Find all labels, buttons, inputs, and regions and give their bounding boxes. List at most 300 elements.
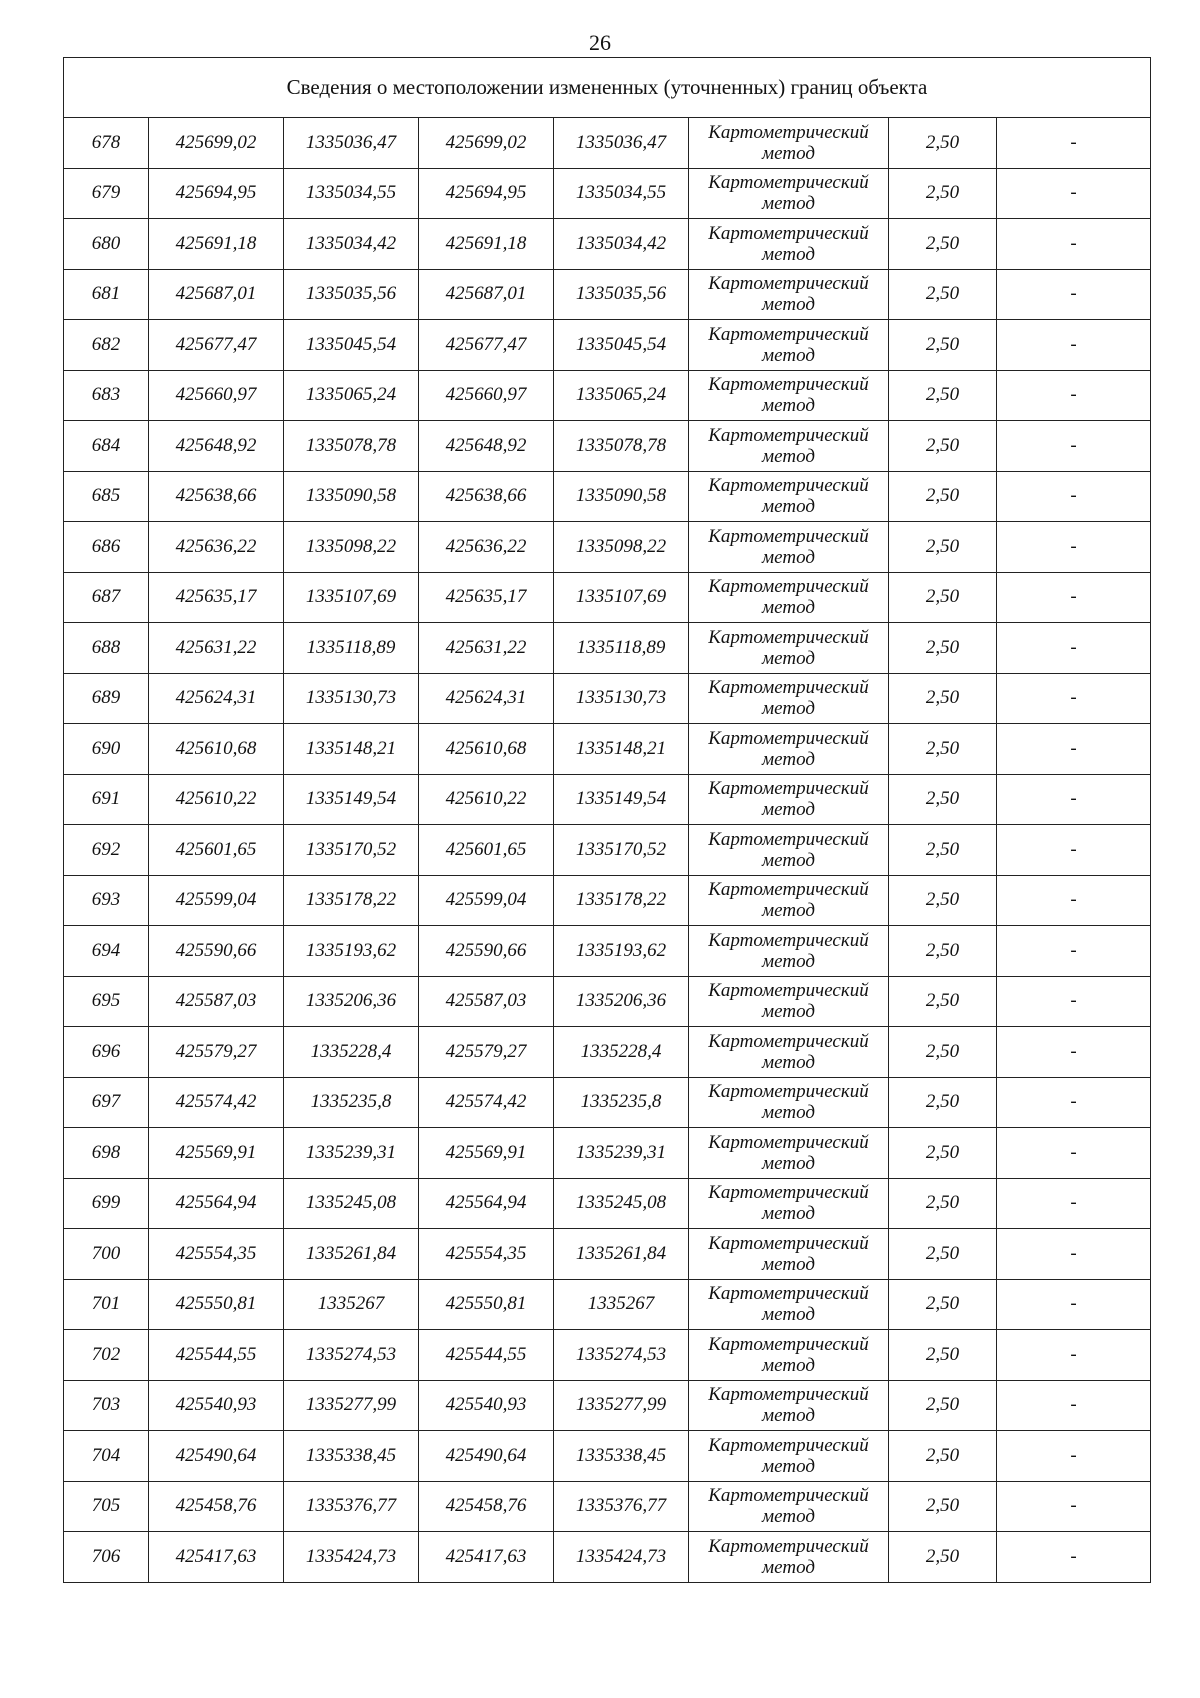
- point-number-cell: 701: [64, 1279, 149, 1330]
- note-cell: -: [997, 370, 1151, 421]
- note-cell: -: [997, 269, 1151, 320]
- accuracy-cell: 2,50: [889, 522, 997, 573]
- point-number-cell: 689: [64, 673, 149, 724]
- y-new-cell: 1335107,69: [554, 572, 689, 623]
- y-old-cell: 1335274,53: [284, 1330, 419, 1381]
- point-number-cell: 692: [64, 825, 149, 876]
- x-old-cell: 425677,47: [149, 320, 284, 371]
- accuracy-cell: 2,50: [889, 926, 997, 977]
- point-number-cell: 693: [64, 875, 149, 926]
- accuracy-cell: 2,50: [889, 623, 997, 674]
- note-cell: -: [997, 572, 1151, 623]
- y-new-cell: 1335178,22: [554, 875, 689, 926]
- x-old-cell: 425694,95: [149, 168, 284, 219]
- y-old-cell: 1335035,56: [284, 269, 419, 320]
- method-cell: [689, 269, 889, 320]
- x-new-cell: 425699,02: [419, 118, 554, 169]
- y-new-cell: 1335098,22: [554, 522, 689, 573]
- accuracy-cell: 2,50: [889, 219, 997, 270]
- x-old-cell: 425590,66: [149, 926, 284, 977]
- table-row: [64, 269, 1151, 320]
- x-new-cell: 425610,22: [419, 774, 554, 825]
- x-old-cell: 425579,27: [149, 1027, 284, 1078]
- table-row: [64, 1178, 1151, 1229]
- y-old-cell: 1335118,89: [284, 623, 419, 674]
- method-line-2: метод: [762, 1405, 815, 1427]
- table-row: [64, 1128, 1151, 1179]
- method-line-1: Картометрический: [708, 677, 869, 699]
- note-cell: -: [997, 1330, 1151, 1381]
- method-line-1: Картометрический: [708, 1182, 869, 1204]
- x-new-cell: 425636,22: [419, 522, 554, 573]
- y-old-cell: 1335267: [284, 1279, 419, 1330]
- note-cell: -: [997, 421, 1151, 472]
- y-new-cell: 1335149,54: [554, 774, 689, 825]
- method-line-1: Картометрический: [708, 424, 869, 446]
- point-number-cell: 699: [64, 1178, 149, 1229]
- accuracy-cell: 2,50: [889, 825, 997, 876]
- method-line-2: метод: [762, 1556, 815, 1578]
- method-line-1: Картометрический: [708, 1384, 869, 1406]
- y-new-cell: 1335239,31: [554, 1128, 689, 1179]
- note-cell: -: [997, 1431, 1151, 1482]
- accuracy-cell: 2,50: [889, 1077, 997, 1128]
- y-new-cell: 1335170,52: [554, 825, 689, 876]
- y-old-cell: 1335170,52: [284, 825, 419, 876]
- x-old-cell: 425417,63: [149, 1532, 284, 1583]
- accuracy-cell: 2,50: [889, 370, 997, 421]
- note-cell: -: [997, 673, 1151, 724]
- table-row: [64, 370, 1151, 421]
- method-cell: [689, 673, 889, 724]
- x-old-cell: 425458,76: [149, 1481, 284, 1532]
- point-number-cell: 695: [64, 976, 149, 1027]
- x-new-cell: 425550,81: [419, 1279, 554, 1330]
- note-cell: -: [997, 1128, 1151, 1179]
- y-new-cell: 1335090,58: [554, 471, 689, 522]
- accuracy-cell: 2,50: [889, 1027, 997, 1078]
- method-line-2: метод: [762, 698, 815, 720]
- method-line-2: метод: [762, 1304, 815, 1326]
- method-line-1: Картометрический: [708, 323, 869, 345]
- point-number-cell: 702: [64, 1330, 149, 1381]
- accuracy-cell: 2,50: [889, 1330, 997, 1381]
- table-row: [64, 421, 1151, 472]
- y-old-cell: 1335178,22: [284, 875, 419, 926]
- method-line-1: Картометрический: [708, 374, 869, 396]
- accuracy-cell: 2,50: [889, 1380, 997, 1431]
- method-line-1: Картометрический: [708, 172, 869, 194]
- method-line-2: метод: [762, 243, 815, 265]
- note-cell: -: [997, 1178, 1151, 1229]
- table-row: [64, 219, 1151, 270]
- accuracy-cell: 2,50: [889, 1532, 997, 1583]
- x-new-cell: 425490,64: [419, 1431, 554, 1482]
- x-old-cell: 425648,92: [149, 421, 284, 472]
- x-new-cell: 425677,47: [419, 320, 554, 371]
- x-old-cell: 425599,04: [149, 875, 284, 926]
- x-new-cell: 425569,91: [419, 1128, 554, 1179]
- y-new-cell: 1335228,4: [554, 1027, 689, 1078]
- method-cell: [689, 471, 889, 522]
- method-cell: [689, 572, 889, 623]
- y-old-cell: 1335206,36: [284, 976, 419, 1027]
- method-line-2: метод: [762, 950, 815, 972]
- accuracy-cell: 2,50: [889, 118, 997, 169]
- table-row: [64, 1532, 1151, 1583]
- method-line-1: Картометрический: [708, 1485, 869, 1507]
- table-row: [64, 1380, 1151, 1431]
- x-new-cell: 425624,31: [419, 673, 554, 724]
- point-number-cell: 687: [64, 572, 149, 623]
- table-row: [64, 926, 1151, 977]
- method-line-1: Картометрический: [708, 980, 869, 1002]
- point-number-cell: 691: [64, 774, 149, 825]
- y-new-cell: 1335235,8: [554, 1077, 689, 1128]
- note-cell: -: [997, 1229, 1151, 1280]
- x-old-cell: 425574,42: [149, 1077, 284, 1128]
- x-old-cell: 425587,03: [149, 976, 284, 1027]
- note-cell: -: [997, 471, 1151, 522]
- method-line-2: метод: [762, 1253, 815, 1275]
- table-row: [64, 673, 1151, 724]
- note-cell: -: [997, 522, 1151, 573]
- method-line-2: метод: [762, 445, 815, 467]
- method-cell: [689, 118, 889, 169]
- y-old-cell: 1335034,42: [284, 219, 419, 270]
- x-new-cell: 425564,94: [419, 1178, 554, 1229]
- x-old-cell: 425554,35: [149, 1229, 284, 1280]
- accuracy-cell: 2,50: [889, 1128, 997, 1179]
- y-new-cell: 1335206,36: [554, 976, 689, 1027]
- note-cell: -: [997, 168, 1151, 219]
- method-cell: [689, 1279, 889, 1330]
- point-number-cell: 680: [64, 219, 149, 270]
- method-line-2: метод: [762, 1506, 815, 1528]
- table-row: [64, 825, 1151, 876]
- method-cell: [689, 1431, 889, 1482]
- y-new-cell: 1335338,45: [554, 1431, 689, 1482]
- x-old-cell: 425564,94: [149, 1178, 284, 1229]
- point-number-cell: 686: [64, 522, 149, 573]
- method-line-2: метод: [762, 1354, 815, 1376]
- x-new-cell: 425638,66: [419, 471, 554, 522]
- x-old-cell: 425691,18: [149, 219, 284, 270]
- x-old-cell: 425699,02: [149, 118, 284, 169]
- y-old-cell: 1335065,24: [284, 370, 419, 421]
- x-new-cell: 425601,65: [419, 825, 554, 876]
- note-cell: -: [997, 1481, 1151, 1532]
- x-new-cell: 425579,27: [419, 1027, 554, 1078]
- y-new-cell: 1335376,77: [554, 1481, 689, 1532]
- x-old-cell: 425660,97: [149, 370, 284, 421]
- table-row: [64, 623, 1151, 674]
- method-line-1: Картометрический: [708, 475, 869, 497]
- note-cell: -: [997, 623, 1151, 674]
- y-old-cell: 1335107,69: [284, 572, 419, 623]
- x-old-cell: 425540,93: [149, 1380, 284, 1431]
- x-new-cell: 425660,97: [419, 370, 554, 421]
- note-cell: -: [997, 1380, 1151, 1431]
- method-cell: [689, 1229, 889, 1280]
- table-body: [64, 118, 1151, 1583]
- y-old-cell: 1335148,21: [284, 724, 419, 775]
- table-row: [64, 1027, 1151, 1078]
- note-cell: -: [997, 825, 1151, 876]
- method-cell: [689, 724, 889, 775]
- method-line-2: метод: [762, 1455, 815, 1477]
- point-number-cell: 681: [64, 269, 149, 320]
- method-line-1: Картометрический: [708, 1081, 869, 1103]
- method-line-1: Картометрический: [708, 222, 869, 244]
- table-row: [64, 471, 1151, 522]
- point-number-cell: 696: [64, 1027, 149, 1078]
- note-cell: -: [997, 774, 1151, 825]
- x-old-cell: 425601,65: [149, 825, 284, 876]
- point-number-cell: 694: [64, 926, 149, 977]
- method-line-2: метод: [762, 546, 815, 568]
- x-new-cell: 425599,04: [419, 875, 554, 926]
- x-new-cell: 425540,93: [419, 1380, 554, 1431]
- y-old-cell: 1335376,77: [284, 1481, 419, 1532]
- x-old-cell: 425610,22: [149, 774, 284, 825]
- method-cell: [689, 370, 889, 421]
- y-new-cell: 1335148,21: [554, 724, 689, 775]
- method-line-2: метод: [762, 1152, 815, 1174]
- x-old-cell: 425638,66: [149, 471, 284, 522]
- y-old-cell: 1335045,54: [284, 320, 419, 371]
- table-row: [64, 572, 1151, 623]
- y-new-cell: 1335274,53: [554, 1330, 689, 1381]
- x-new-cell: 425687,01: [419, 269, 554, 320]
- y-new-cell: 1335245,08: [554, 1178, 689, 1229]
- y-old-cell: 1335090,58: [284, 471, 419, 522]
- note-cell: -: [997, 1532, 1151, 1583]
- method-line-2: метод: [762, 294, 815, 316]
- method-cell: [689, 623, 889, 674]
- accuracy-cell: 2,50: [889, 1431, 997, 1482]
- y-old-cell: 1335228,4: [284, 1027, 419, 1078]
- table-row: [64, 1431, 1151, 1482]
- method-line-1: Картометрический: [708, 879, 869, 901]
- x-new-cell: 425587,03: [419, 976, 554, 1027]
- point-number-cell: 690: [64, 724, 149, 775]
- point-number-cell: 700: [64, 1229, 149, 1280]
- y-old-cell: 1335193,62: [284, 926, 419, 977]
- x-old-cell: 425636,22: [149, 522, 284, 573]
- x-old-cell: 425610,68: [149, 724, 284, 775]
- table-row: [64, 1077, 1151, 1128]
- method-line-1: Картометрический: [708, 1333, 869, 1355]
- y-new-cell: 1335267: [554, 1279, 689, 1330]
- x-new-cell: 425691,18: [419, 219, 554, 270]
- y-new-cell: 1335034,55: [554, 168, 689, 219]
- x-new-cell: 425590,66: [419, 926, 554, 977]
- y-old-cell: 1335277,99: [284, 1380, 419, 1431]
- table-row: [64, 875, 1151, 926]
- accuracy-cell: 2,50: [889, 1481, 997, 1532]
- x-old-cell: 425490,64: [149, 1431, 284, 1482]
- table-row: [64, 1481, 1151, 1532]
- y-old-cell: 1335149,54: [284, 774, 419, 825]
- point-number-cell: 688: [64, 623, 149, 674]
- accuracy-cell: 2,50: [889, 471, 997, 522]
- x-old-cell: 425550,81: [149, 1279, 284, 1330]
- method-cell: [689, 1532, 889, 1583]
- x-old-cell: 425687,01: [149, 269, 284, 320]
- note-cell: -: [997, 976, 1151, 1027]
- method-line-2: метод: [762, 597, 815, 619]
- y-old-cell: 1335034,55: [284, 168, 419, 219]
- method-cell: [689, 320, 889, 371]
- x-new-cell: 425631,22: [419, 623, 554, 674]
- method-line-2: метод: [762, 142, 815, 164]
- table-row: [64, 1229, 1151, 1280]
- accuracy-cell: 2,50: [889, 168, 997, 219]
- method-cell: [689, 926, 889, 977]
- method-cell: [689, 825, 889, 876]
- method-line-2: метод: [762, 496, 815, 518]
- method-line-2: метод: [762, 748, 815, 770]
- x-new-cell: 425544,55: [419, 1330, 554, 1381]
- accuracy-cell: 2,50: [889, 269, 997, 320]
- y-new-cell: 1335045,54: [554, 320, 689, 371]
- method-cell: [689, 219, 889, 270]
- page-number: 26: [589, 30, 611, 55]
- method-line-1: Картометрический: [708, 1131, 869, 1153]
- x-new-cell: 425574,42: [419, 1077, 554, 1128]
- accuracy-cell: 2,50: [889, 1178, 997, 1229]
- y-old-cell: 1335235,8: [284, 1077, 419, 1128]
- y-new-cell: 1335078,78: [554, 421, 689, 472]
- method-line-2: метод: [762, 1102, 815, 1124]
- accuracy-cell: 2,50: [889, 976, 997, 1027]
- method-cell: [689, 1077, 889, 1128]
- accuracy-cell: 2,50: [889, 1229, 997, 1280]
- method-line-2: метод: [762, 799, 815, 821]
- method-line-1: Картометрический: [708, 1030, 869, 1052]
- method-line-1: Картометрический: [708, 778, 869, 800]
- table-title: Сведения о местоположении измененных (уточненных) границ объекта: [64, 58, 1151, 118]
- table-row: [64, 168, 1151, 219]
- method-line-2: метод: [762, 1203, 815, 1225]
- note-cell: -: [997, 724, 1151, 775]
- accuracy-cell: 2,50: [889, 673, 997, 724]
- method-line-1: Картометрический: [708, 1232, 869, 1254]
- method-cell: [689, 522, 889, 573]
- point-number-cell: 679: [64, 168, 149, 219]
- method-line-1: Картометрический: [708, 828, 869, 850]
- point-number-cell: 697: [64, 1077, 149, 1128]
- y-new-cell: 1335261,84: [554, 1229, 689, 1280]
- point-number-cell: 704: [64, 1431, 149, 1482]
- method-line-1: Картометрический: [708, 727, 869, 749]
- method-line-1: Картометрический: [708, 273, 869, 295]
- table-row: [64, 118, 1151, 169]
- x-new-cell: 425694,95: [419, 168, 554, 219]
- y-old-cell: 1335239,31: [284, 1128, 419, 1179]
- y-old-cell: 1335098,22: [284, 522, 419, 573]
- method-line-1: Картометрический: [708, 1434, 869, 1456]
- note-cell: -: [997, 926, 1151, 977]
- x-old-cell: 425631,22: [149, 623, 284, 674]
- method-cell: [689, 976, 889, 1027]
- x-new-cell: 425610,68: [419, 724, 554, 775]
- accuracy-cell: 2,50: [889, 572, 997, 623]
- method-line-2: метод: [762, 1001, 815, 1023]
- point-number-cell: 683: [64, 370, 149, 421]
- note-cell: -: [997, 219, 1151, 270]
- y-old-cell: 1335424,73: [284, 1532, 419, 1583]
- method-line-1: Картометрический: [708, 1283, 869, 1305]
- y-old-cell: 1335338,45: [284, 1431, 419, 1482]
- accuracy-cell: 2,50: [889, 421, 997, 472]
- point-number-cell: 682: [64, 320, 149, 371]
- note-cell: -: [997, 875, 1151, 926]
- table-row: [64, 1330, 1151, 1381]
- method-line-2: метод: [762, 395, 815, 417]
- accuracy-cell: 2,50: [889, 774, 997, 825]
- note-cell: -: [997, 1279, 1151, 1330]
- method-cell: [689, 168, 889, 219]
- method-cell: [689, 1027, 889, 1078]
- x-new-cell: 425417,63: [419, 1532, 554, 1583]
- y-old-cell: 1335036,47: [284, 118, 419, 169]
- point-number-cell: 685: [64, 471, 149, 522]
- method-line-1: Картометрический: [708, 929, 869, 951]
- method-line-1: Картометрический: [708, 576, 869, 598]
- y-new-cell: 1335036,47: [554, 118, 689, 169]
- method-line-2: метод: [762, 900, 815, 922]
- y-old-cell: 1335130,73: [284, 673, 419, 724]
- method-cell: [689, 1330, 889, 1381]
- table-row: [64, 976, 1151, 1027]
- table-title-row: [64, 58, 1151, 118]
- x-old-cell: 425569,91: [149, 1128, 284, 1179]
- y-new-cell: 1335034,42: [554, 219, 689, 270]
- y-old-cell: 1335245,08: [284, 1178, 419, 1229]
- x-old-cell: 425624,31: [149, 673, 284, 724]
- method-cell: [689, 421, 889, 472]
- table-row: [64, 522, 1151, 573]
- x-old-cell: 425635,17: [149, 572, 284, 623]
- point-number-cell: 706: [64, 1532, 149, 1583]
- table-row: [64, 1279, 1151, 1330]
- method-cell: [689, 1481, 889, 1532]
- coordinates-table: [63, 57, 1151, 1583]
- accuracy-cell: 2,50: [889, 320, 997, 371]
- table-row: [64, 724, 1151, 775]
- y-new-cell: 1335424,73: [554, 1532, 689, 1583]
- point-number-cell: 705: [64, 1481, 149, 1532]
- y-old-cell: 1335261,84: [284, 1229, 419, 1280]
- point-number-cell: 678: [64, 118, 149, 169]
- y-new-cell: 1335277,99: [554, 1380, 689, 1431]
- x-new-cell: 425458,76: [419, 1481, 554, 1532]
- y-new-cell: 1335118,89: [554, 623, 689, 674]
- note-cell: -: [997, 1077, 1151, 1128]
- x-new-cell: 425554,35: [419, 1229, 554, 1280]
- x-old-cell: 425544,55: [149, 1330, 284, 1381]
- y-old-cell: 1335078,78: [284, 421, 419, 472]
- method-cell: [689, 1128, 889, 1179]
- method-cell: [689, 1380, 889, 1431]
- y-new-cell: 1335035,56: [554, 269, 689, 320]
- note-cell: -: [997, 320, 1151, 371]
- table-row: [64, 774, 1151, 825]
- method-line-2: метод: [762, 647, 815, 669]
- point-number-cell: 684: [64, 421, 149, 472]
